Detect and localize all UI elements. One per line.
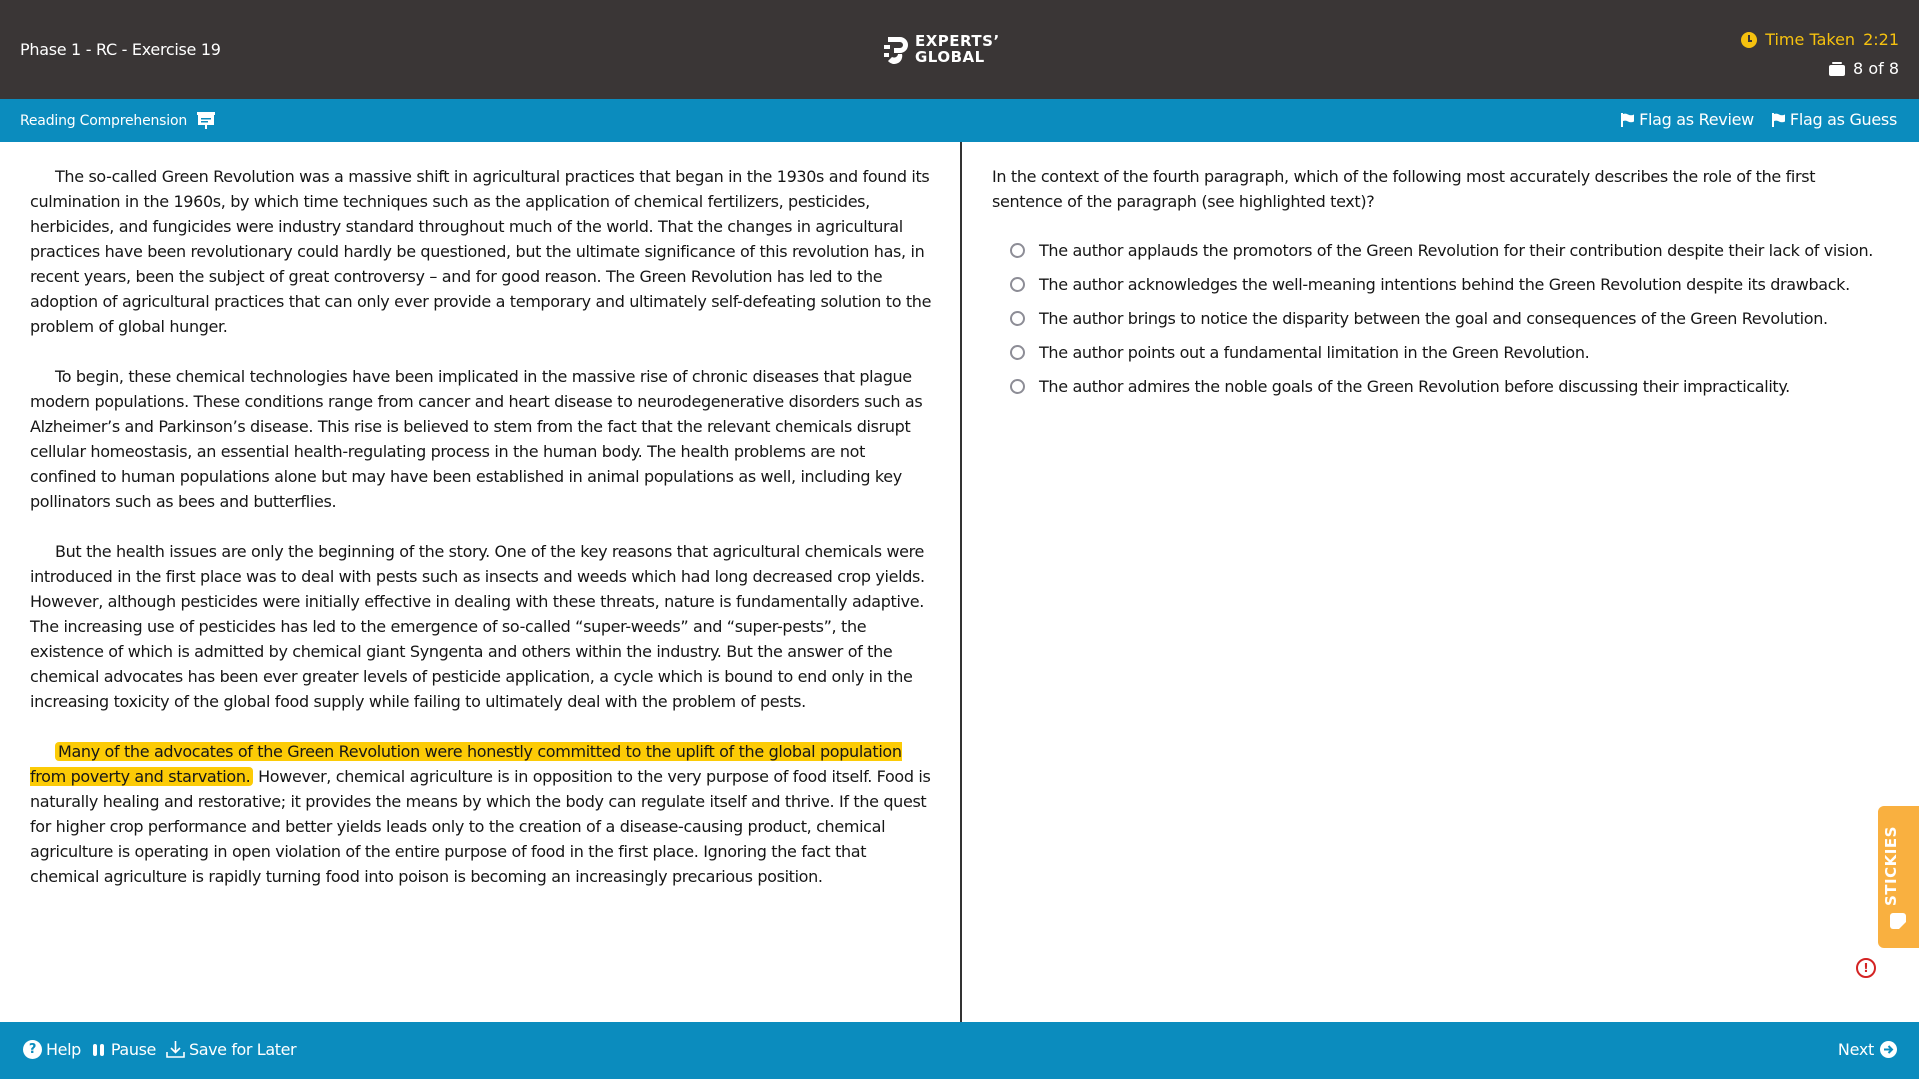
pause-label: Pause [110, 1040, 156, 1059]
flag-as-guess-label: Flag as Guess [1789, 110, 1897, 129]
report-error-icon[interactable]: ! [1856, 958, 1876, 978]
flag-as-review-button[interactable] [1621, 110, 1754, 129]
stickies-tab[interactable] [1878, 806, 1919, 948]
option-text: The author points out a fundamental limitation in the Green Revolution. [1039, 342, 1590, 362]
pause-button[interactable] [91, 1040, 156, 1059]
passage-paragraph-3: But the health issues are only the beginning of the story. One of the key reasons that agricultural chemicals were introduced in the first place was to deal with pests such as insects and weeds which had long decreased crop yields. However, although pesticides were initially effective in dealing with these threats, nature is fundamentally adaptive. The increasing use of pesticides has led to the emergence of so-called “super-weeds” and “super-pests”, the existence of which is admitted by chemical giant Syngenta and others within the industry. But the answer of the chemical advocates has been ever greater levels of pesticide application, a cycle which is bound to end only in the increasing toxicity of the global food supply while failing to ultimately deal with the problem of pests. [30, 542, 925, 711]
radio-button[interactable] [1010, 277, 1025, 292]
next-label: Next [1837, 1040, 1874, 1059]
download-icon [166, 1040, 185, 1059]
logo-mark-icon [884, 33, 908, 65]
section-bar [0, 99, 1919, 142]
answer-option-4[interactable] [1010, 335, 1890, 369]
answer-option-5[interactable] [1010, 369, 1890, 403]
help-button[interactable] [23, 1040, 81, 1059]
answer-option-1[interactable] [1010, 233, 1890, 267]
radio-button[interactable] [1010, 345, 1025, 360]
highlighted-sentence: Many of the advocates of the Green Revolution were honestly committed to the uplift of the global population from poverty and starvation. [30, 742, 902, 786]
question-counter-text: 8 of 8 [1853, 59, 1899, 78]
radio-button[interactable] [1010, 379, 1025, 394]
option-text: The author applauds the promotors of the Green Revolution for their contribution despite their lack of vision. [1039, 240, 1874, 260]
passage-paragraph-1: The so-called Green Revolution was a massive shift in agricultural practices that began in the 1930s and found its culmination in the 1960s, by which time techniques such as the application of chemical fertilizers, pesticides, herbicides, and fungicides were industry standard throughout much of the world. That the changes in agricultural practices have been revolutionary could hardly be questioned, but the ultimate significance of this revolution has, in recent years, been the subject of great controversy – and for good reason. The Green Revolution has led to the adoption of agricultural practices that can only ever provide a temporary and ultimately self-defeating solution to the problem of global hunger. [30, 167, 932, 336]
paragraph-4-rest: However, chemical agriculture is in opposition to the very purpose of food itself. Food is naturally healing and restorative; it provides the means by which the body can regulate itself and thrive. If the quest for higher crop performance and better yields leads only to the creation of a disease-causing product, chemical agriculture is operating in open violation of the entire purpose of food in the first place. Ignoring the fact that chemical agriculture is rapidly turning food into poison is becoming an increasingly precarious position. [30, 767, 931, 886]
experts-global-logo [884, 33, 1000, 65]
answer-option-3[interactable] [1010, 301, 1890, 335]
stickies-label: STICKIES [1882, 826, 1900, 906]
flag-as-review-label: Flag as Review [1639, 110, 1754, 129]
save-for-later-button[interactable] [166, 1040, 296, 1059]
sticky-note-icon [1890, 913, 1906, 929]
flag-icon [1621, 113, 1634, 127]
answer-option-2[interactable] [1010, 267, 1890, 301]
option-text: The author brings to notice the disparity between the goal and consequences of the Green Revolution. [1039, 308, 1828, 328]
clock-icon [1741, 32, 1757, 48]
question-counter [1829, 59, 1899, 78]
flag-as-guess-button[interactable] [1772, 110, 1897, 129]
passage-paragraph-4 [30, 739, 935, 889]
passage-paragraph-2: To begin, these chemical technologies have been implicated in the massive rise of chronic diseases that plague modern populations. These conditions range from cancer and heart disease to neurodegenerative disorders such as Alzheimer’s and Parkinson’s disease. This rise is believed to stem from the fact that the relevant chemicals disrupt cellular homeostasis, an essential health-regulating process in the human body. The health problems are not confined to human populations alone but may have been established in animal populations as well, including key pollinators such as bees and butterflies. [30, 367, 923, 511]
question-stack-icon [1829, 62, 1845, 76]
footer-left-actions [23, 1040, 296, 1059]
panel-divider[interactable] [960, 142, 962, 1022]
bottom-toolbar [0, 1022, 1919, 1079]
flag-buttons [1621, 110, 1897, 129]
pause-icon [93, 1044, 105, 1056]
presentation-icon[interactable] [197, 112, 215, 130]
option-text: The author acknowledges the well-meaning intentions behind the Green Revolution despite its drawback. [1039, 274, 1850, 294]
time-label: Time Taken [1765, 30, 1856, 49]
save-for-later-label: Save for Later [188, 1040, 297, 1059]
passage-panel [30, 164, 935, 914]
question-stem: In the context of the fourth paragraph, which of the following most accurately describes the role of the first sentence of the paragraph (see highlighted text)? [992, 167, 1816, 211]
flag-icon [1772, 113, 1785, 127]
top-header [0, 0, 1919, 99]
radio-button[interactable] [1010, 311, 1025, 326]
time-value: 2:21 [1863, 30, 1899, 49]
section-label: Reading Comprehension [20, 113, 187, 129]
exercise-title: Phase 1 - RC - Exercise 19 [20, 40, 221, 59]
radio-button[interactable] [1010, 243, 1025, 258]
arrow-right-circle-icon [1880, 1041, 1897, 1058]
answer-options [1010, 233, 1890, 403]
logo-line-2: GLOBAL [915, 48, 985, 66]
help-label: Help [46, 1040, 81, 1059]
help-icon: ? [23, 1040, 42, 1059]
logo-line-1: EXPERTS’ [915, 32, 1000, 50]
next-button[interactable] [1838, 1040, 1897, 1059]
option-text: The author admires the noble goals of the Green Revolution before discussing their impracticality. [1039, 376, 1790, 396]
section-name [20, 112, 215, 130]
time-taken [1741, 30, 1899, 49]
